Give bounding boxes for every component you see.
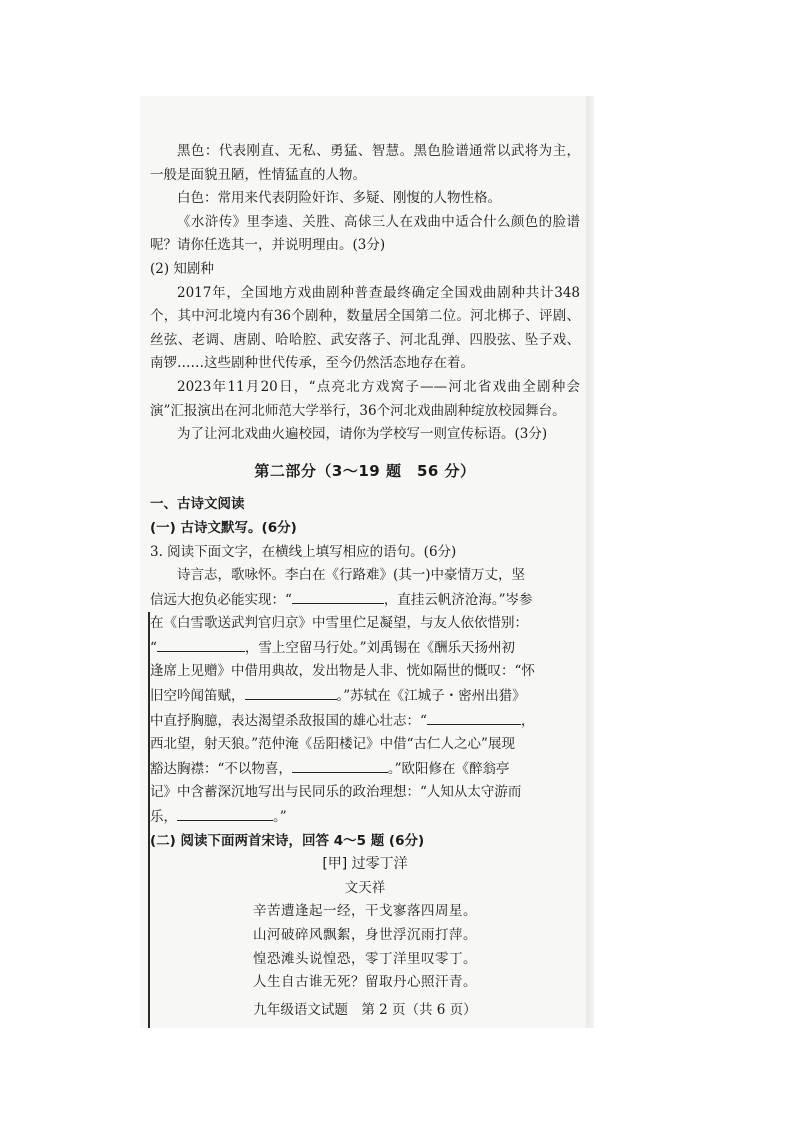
paragraph-white-mask: 白色：常用来代表阴险奸诈、多疑、刚愎的人物性格。 bbox=[177, 190, 501, 207]
answer-blank-3[interactable] bbox=[245, 684, 337, 700]
poem-line: 人生自古谁无死？留取丹心照汗青。 bbox=[253, 974, 477, 991]
poem-line: 山河破碎风飘絮，身世浮沉雨打萍。 bbox=[253, 927, 477, 943]
passage-text: 。”欧阳修在《醉翁亭 bbox=[387, 760, 510, 777]
passage-text: 豁达胸襟：“不以物喜， bbox=[150, 760, 292, 777]
question-3: 3. 阅读下面文字，在横线上填写相应的语句。(6分) bbox=[150, 543, 457, 560]
dictation-passage bbox=[150, 564, 580, 830]
page-footer: 九年级语文试题 第 2 页（共 6 页） bbox=[253, 1001, 477, 1018]
passage-text: 。” bbox=[273, 809, 287, 826]
passage-line: 逢席上见赠》中借用典故，发出物是人非、恍如隔世的慨叹：“怀 bbox=[150, 663, 535, 680]
subsection-heading-dictation: (一) 古诗文默写。(6分) bbox=[150, 519, 297, 536]
passage-text: ，直挂云帆济沧海。”岑参 bbox=[383, 591, 533, 608]
question-slogan: 为了让河北戏曲火遍校园，请你为学校写一则宣传标语。(3分) bbox=[177, 426, 548, 443]
passage-line: 记》中含蓄深沉地写出与民同乐的政治理想：“人知从太守游而 bbox=[150, 784, 522, 801]
subheading-opera-types: (2) 知剧种 bbox=[150, 260, 214, 277]
paragraph-opera-census: 2017年，全国地方戏曲剧种普查最终确定全国戏曲剧种共计348个，其中河北境内有36个剧种，数量居全国第二位。河北梆子、评剧、丝弦、老调、唐剧、哈哈腔、武安落子、河北乱弹、四股弦、坠子戏、南锣……这些剧种世代传承，至今仍然活态地存在着。 bbox=[150, 284, 580, 372]
passage-text: 旧空吟闻笛赋， bbox=[150, 688, 245, 705]
passage-line bbox=[150, 636, 580, 661]
answer-blank-1[interactable] bbox=[292, 588, 384, 604]
passage-line bbox=[150, 588, 580, 613]
poem-title: [甲] 过零丁洋 bbox=[322, 856, 408, 873]
passage-text: 信远大抱负必能实现：“ bbox=[150, 591, 292, 608]
paragraph-black-mask: 黑色：代表刚直、无私、勇猛、智慧。黑色脸谱通常以武将为主，一般是面貌丑陋，性情猛直的人物。 bbox=[150, 143, 580, 183]
passage-line: 西北望，射天狼。”范仲淹《岳阳楼记》中借“古仁人之心”展现 bbox=[150, 736, 515, 753]
exam-content bbox=[150, 140, 580, 1036]
passage-text: 。”苏轼在《江城子・密州出猎》 bbox=[336, 688, 526, 705]
section-heading-classical: 一、古诗文阅读 bbox=[150, 496, 245, 513]
passage-line bbox=[150, 684, 580, 709]
question-mask-color: 《水浒传》里李逵、关胜、高俅三人在戏曲中适合什么颜色的脸谱呢？请你任选其一，并说明理由。(3分) bbox=[150, 213, 580, 254]
answer-blank-5[interactable] bbox=[292, 757, 388, 773]
passage-line: 在《白雪歌送武判官归京》中雪里伫足凝望，与友人依依惜别： bbox=[150, 615, 528, 632]
passage-text: 中直抒胸臆，表达渴望杀敌报国的雄心壮志：“ bbox=[150, 712, 427, 729]
passage-text: ， bbox=[520, 712, 535, 729]
paragraph-opera-event: 2023年11月20日，“点亮北方戏窝子——河北省戏曲全剧种会演”汇报演出在河北师范大学举行，36个河北戏曲剧种绽放校园舞台。 bbox=[150, 378, 580, 419]
answer-blank-6[interactable] bbox=[177, 805, 273, 821]
passage-text: “ bbox=[150, 639, 157, 656]
passage-line bbox=[150, 709, 580, 734]
subsection-heading-poems: (二) 阅读下面两首宋诗，回答 4～5 题 (6分) bbox=[150, 832, 425, 849]
poem-line: 辛苦遭逢起一经，干戈寥落四周星。 bbox=[253, 903, 477, 920]
answer-blank-2[interactable] bbox=[157, 636, 245, 652]
part-two-title: 第二部分（3～19 题 56 分） bbox=[254, 461, 476, 480]
passage-line: 诗言志，歌咏怀。李白在《行路难》(其一)中豪情万丈，坚 bbox=[177, 567, 526, 584]
passage-line bbox=[150, 805, 580, 830]
passage-text: 乐， bbox=[150, 809, 177, 826]
poem-line: 惶恐滩头说惶恐，零丁洋里叹零丁。 bbox=[253, 950, 477, 967]
page-edge-shadow bbox=[586, 96, 594, 1028]
poem-author: 文天祥 bbox=[344, 879, 386, 896]
answer-blank-4[interactable] bbox=[427, 709, 521, 725]
passage-text: ，雪上空留马行处。”刘禹锡在《酬乐天扬州初 bbox=[244, 639, 516, 656]
passage-line bbox=[150, 757, 580, 782]
